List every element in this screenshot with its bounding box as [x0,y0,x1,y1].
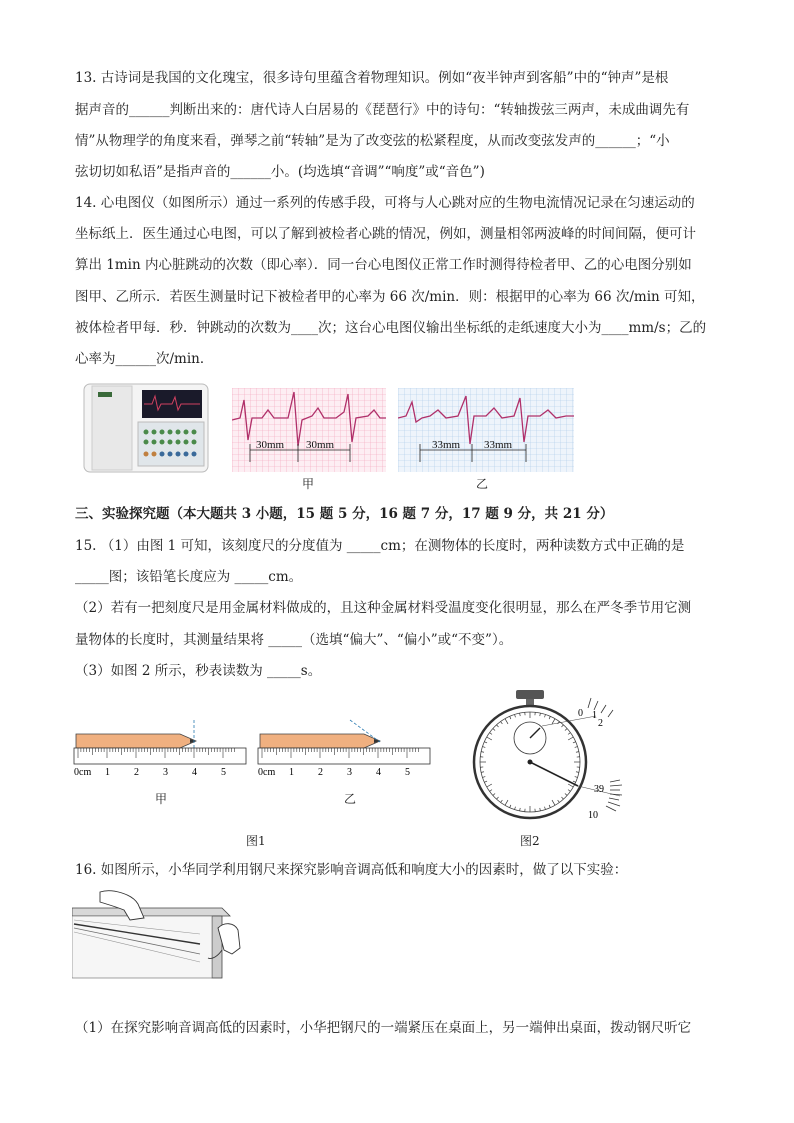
q15-line4: 量物体的长度时，其测量结果将 _____（选填“偏大”、“偏小”或“不变”）。 [75,632,513,648]
ecg-chart-yi [398,388,574,472]
q13-line3: 情”从物理学的角度来看，弹琴之前“转轴”是为了改变弦的松紧程度，从而改变弦发声的______；“小 [75,133,670,149]
q14-line3: 算出 1min 内心脏跳动的次数（即心率）．同一台心电图仪正常工作时测得待检者甲、乙的心电图分别如 [75,257,692,273]
q15-line2: _____图；该铅笔长度应为 _____cm。 [75,569,303,585]
steel-ruler-table-figure [72,888,242,980]
section3-title: 三、实验探究题（本大题共 3 小题，15 题 5 分，16 题 7 分，17 题 9 分，共 21 分） [75,506,614,522]
q14-line6: 心率为______次/min． [75,351,214,367]
stopwatch-figure [470,686,642,822]
ecg-yi-label: 乙 [476,477,489,491]
figure2-caption: 图2 [520,834,540,848]
ecg-jia-label: 甲 [302,477,315,491]
q13-line4: 弦切切如私语”是指声音的______小。(均选填“音调”“响度”或“音色”) [75,164,485,180]
q13-line2: 据声音的______判断出来的：唐代诗人白居易的《琵琶行》中的诗句：“转轴拨弦三两声，未成曲调先有 [75,102,690,118]
ruler-jia-tick-5: 5 [221,767,226,778]
q16-line2: （1）在探究影响音调高低的因素时，小华把钢尺的一端紧压在桌面上，另一端伸出桌面，拨动钢尺听它 [75,1020,692,1036]
dial-label-2: 2 [598,718,603,729]
ruler-jia-label: 甲 [155,792,168,806]
dial-label-1: 1 [592,710,597,721]
ruler-jia-tick-0: 0cm [74,767,92,778]
q14-line1: 14. 心电图仪（如图所示）通过一系列的传感手段，可将与人心跳对应的生物电流情况记录在匀速运动的 [75,195,695,211]
ruler-yi-tick-1: 1 [289,767,294,778]
ruler-yi-tick-5: 5 [405,767,410,778]
ecg-yi-measure-2: 33mm [484,439,513,451]
ecg-jia-measure-2: 30mm [306,439,335,451]
dial-label-0: 0 [578,708,583,719]
ecg-jia-measure-1: 30mm [256,439,285,451]
ruler-yi-tick-2: 2 [318,767,323,778]
ruler-yi-label: 乙 [344,792,357,806]
q16-line1: 16. 如图所示，小华同学利用钢尺来探究影响音调高低和响度大小的因素时，做了以下实验： [75,862,628,878]
q14-line2: 坐标纸上．医生通过心电图，可以了解到被检者心跳的情况，例如，测量相邻两波峰的时间间隔，便可计 [75,226,696,242]
q14-line5: 被体检者甲每．秒．钟跳动的次数为____次；这台心电图仪输出坐标纸的走纸速度大小为____mm/s；乙的 [75,320,707,336]
ruler-yi-tick-3: 3 [347,767,352,778]
q14-line4: 图甲、乙所示．若医生测量时记下被检者甲的心率为 66 次/min．则：根据甲的心率为 66 次/min 可知， [75,289,705,305]
q15-line3: （2）若有一把刻度尺是用金属材料做成的，且这种金属材料受温度变化很明显，那么在严冬季节用它测 [75,600,692,616]
ruler-jia-tick-1: 1 [105,767,110,778]
ruler-jia-tick-4: 4 [192,767,197,778]
ruler-jia-tick-3: 3 [163,767,168,778]
ruler-yi-tick-4: 4 [376,767,381,778]
ecg-machine-image [82,380,212,478]
ecg-chart-jia [232,388,386,472]
ruler-figure-yi [256,718,432,780]
ruler-jia-tick-2: 2 [134,767,139,778]
ruler-figure-jia [72,718,248,780]
ecg-yi-measure-1: 33mm [432,439,461,451]
ruler-yi-tick-0: 0cm [258,767,276,778]
dial-label-10: 10 [588,810,598,821]
dial-label-39: 39 [594,784,604,795]
q13-line1: 13. 古诗词是我国的文化瑰宝，很多诗句里蕴含着物理知识。例如“夜半钟声到客船”中的“钟声”是根 [75,70,669,86]
figure1-caption: 图1 [246,834,266,848]
q15-line1: 15. （1）由图 1 可知，该刻度尺的分度值为 _____cm；在测物体的长度时，两种读数方式中正确的是 [75,538,685,554]
q15-line5: （3）如图 2 所示，秒表读数为 _____s。 [75,663,322,679]
